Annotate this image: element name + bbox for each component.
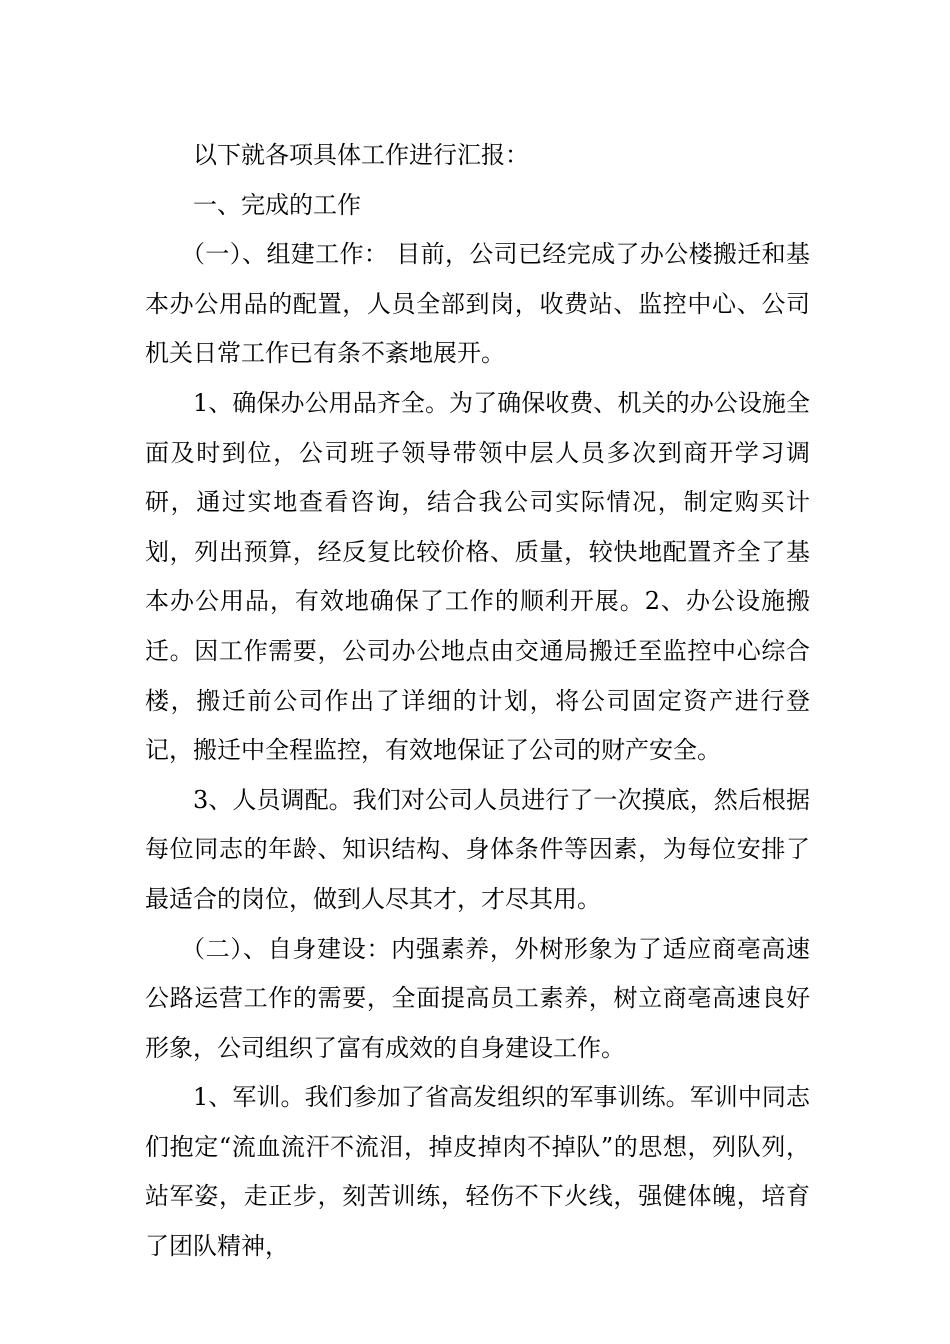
paragraph-self-construction: （二）、自身建设：内强素养，外树形象为了适应商亳高速公路运营工作的需要，全面提高员工素养，树立商亳高速良好形象，公司组织了富有成效的自身建设工作。 [145, 934, 810, 1062]
document-body [145, 131, 810, 1272]
paragraph-military-training: 1、军训。我们参加了省高发组织的军事训练。军训中同志们抱定“流血流汗不流泪，掉皮掉肉不掉队”的思想，列队列，站军姿，走正步，刻苦训练，轻伤不下火线，强健体魄，培育了团队精神， [145, 1083, 810, 1261]
section-heading-completed-work: 一、完成的工作 [193, 190, 361, 219]
paragraph-organization-work: （一）、组建工作： 目前，公司已经完成了办公楼搬迁和基本办公用品的配置，人员全部到岗，收费站、监控中心、公司机关日常工作已有条不紊地展开。 [145, 240, 810, 368]
paragraph-office-supplies: 1、确保办公用品齐全。为了确保收费、机关的办公设施全面及时到位，公司班子领导带领中层人员多次到商开学习调研，通过实地查看咨询，结合我公司实际情况，制定购买计划，列出预算，经反复比较价格、质量，较快地配置齐全了基本办公用品，有效地确保了工作的顺利开展。2、办公设施搬迁。因工作需要，公司办公地点由交通局搬迁至监控中心综合楼，搬迁前公司作出了详细的计划，将公司固定资产进行登记，搬迁中全程监控，有效地保证了公司的财产安全。 [145, 388, 810, 765]
paragraph-intro: 以下就各项具体工作进行汇报： [193, 141, 529, 169]
paragraph-staff-allocation: 3、人员调配。我们对公司人员进行了一次摸底，然后根据每位同志的年龄、知识结构、身体条件等因素，为每位安排了最适合的岗位，做到人尽其才，才尽其用。 [145, 785, 810, 913]
